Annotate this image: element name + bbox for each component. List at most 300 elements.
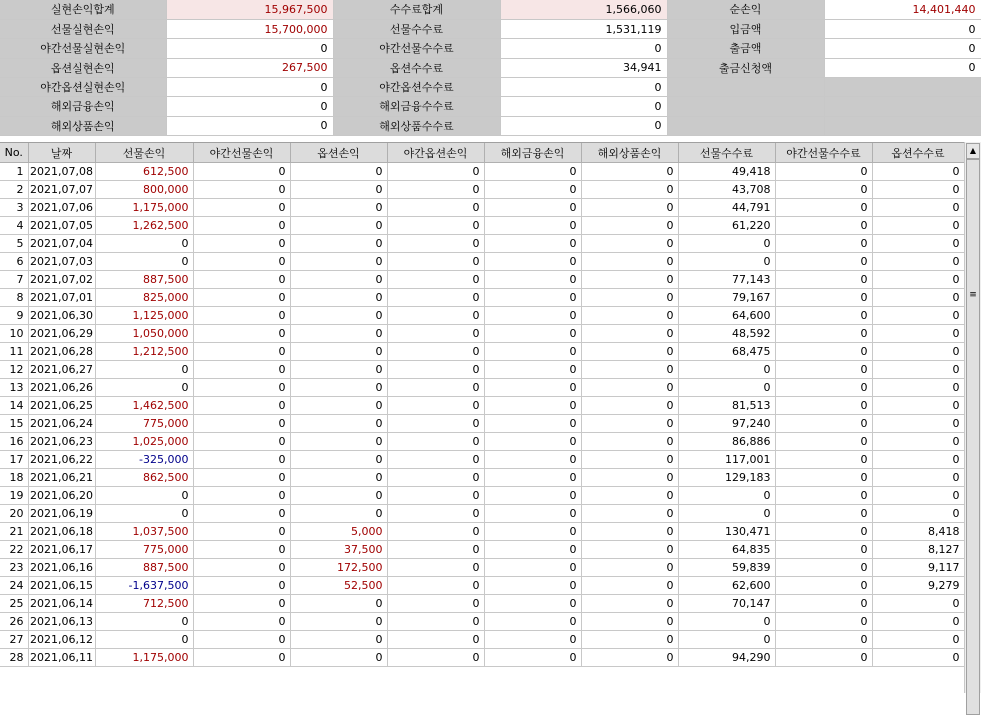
summary-label: 야간옵션수수료 — [333, 77, 500, 96]
value-cell: 0 — [775, 631, 872, 649]
value-cell: 0 — [290, 181, 387, 199]
value-cell: 0 — [387, 181, 484, 199]
value-cell: 0 — [387, 343, 484, 361]
value-cell: 775,000 — [95, 541, 193, 559]
value-cell: 0 — [290, 433, 387, 451]
summary-value: 0 — [166, 97, 333, 116]
value-cell: 0 — [290, 199, 387, 217]
value-cell: 0 — [775, 199, 872, 217]
value-cell: 0 — [581, 505, 678, 523]
row-number-cell: 4 — [0, 217, 28, 235]
value-cell: 0 — [484, 487, 581, 505]
value-cell: 0 — [387, 541, 484, 559]
value-cell: 0 — [775, 271, 872, 289]
value-cell: 0 — [581, 649, 678, 667]
value-cell: 0 — [95, 235, 193, 253]
table-row[interactable] — [0, 181, 964, 199]
value-cell: 0 — [95, 379, 193, 397]
value-cell: 0 — [484, 433, 581, 451]
value-cell: 0 — [387, 289, 484, 307]
value-cell: 0 — [581, 379, 678, 397]
table-row[interactable] — [0, 505, 964, 523]
value-cell: 0 — [484, 469, 581, 487]
value-cell: 0 — [581, 271, 678, 289]
value-cell: 0 — [581, 217, 678, 235]
value-cell: 0 — [775, 307, 872, 325]
summary-label: 야간옵션실현손익 — [0, 77, 166, 96]
summary-empty-cell — [824, 97, 981, 116]
value-cell: 0 — [872, 217, 964, 235]
table-row[interactable] — [0, 451, 964, 469]
summary-value: 0 — [824, 19, 981, 38]
value-cell: 0 — [581, 343, 678, 361]
value-cell: 0 — [387, 361, 484, 379]
value-cell: 0 — [484, 235, 581, 253]
vertical-scrollbar[interactable] — [964, 142, 981, 693]
table-row[interactable] — [0, 559, 964, 577]
value-cell: 0 — [484, 343, 581, 361]
value-cell: 0 — [581, 325, 678, 343]
grid-header-row — [0, 143, 964, 163]
summary-value: 0 — [500, 116, 667, 135]
table-row[interactable] — [0, 415, 964, 433]
table-row[interactable] — [0, 541, 964, 559]
value-cell: 0 — [193, 361, 290, 379]
value-cell: 0 — [775, 433, 872, 451]
column-header[interactable]: 야간선물손익 — [193, 143, 290, 163]
summary-value: 0 — [166, 77, 333, 96]
table-row[interactable] — [0, 307, 964, 325]
value-cell: 94,290 — [678, 649, 775, 667]
summary-label: 수수료합계 — [333, 0, 500, 19]
column-header[interactable]: 선물수수료 — [678, 143, 775, 163]
value-cell: 0 — [872, 415, 964, 433]
table-row[interactable] — [0, 523, 964, 541]
column-header[interactable]: 옵션손익 — [290, 143, 387, 163]
table-row[interactable] — [0, 631, 964, 649]
value-cell: 0 — [484, 523, 581, 541]
summary-label: 해외금융손익 — [0, 97, 166, 116]
value-cell: 130,471 — [678, 523, 775, 541]
value-cell: 68,475 — [678, 343, 775, 361]
column-header[interactable]: 야간선물수수료 — [775, 143, 872, 163]
value-cell: 0 — [775, 235, 872, 253]
value-cell: 5,000 — [290, 523, 387, 541]
row-number-cell: 2 — [0, 181, 28, 199]
value-cell: 0 — [193, 505, 290, 523]
value-cell: 1,025,000 — [95, 433, 193, 451]
value-cell: 0 — [484, 559, 581, 577]
value-cell: 0 — [290, 217, 387, 235]
value-cell: 0 — [775, 649, 872, 667]
row-number-cell: 5 — [0, 235, 28, 253]
value-cell: 0 — [872, 631, 964, 649]
value-cell: 0 — [387, 487, 484, 505]
value-cell: 0 — [387, 415, 484, 433]
value-cell: 0 — [290, 235, 387, 253]
table-row[interactable] — [0, 613, 964, 631]
summary-row — [0, 97, 981, 116]
value-cell: 0 — [678, 631, 775, 649]
table-row[interactable] — [0, 595, 964, 613]
value-cell: 0 — [775, 325, 872, 343]
column-header[interactable]: 해외상품손익 — [581, 143, 678, 163]
value-cell: 0 — [678, 487, 775, 505]
summary-row — [0, 58, 981, 77]
table-row[interactable] — [0, 199, 964, 217]
value-cell: 0 — [193, 577, 290, 595]
date-cell: 2021,06,12 — [28, 631, 95, 649]
summary-label: 해외금융수수료 — [333, 97, 500, 116]
table-row[interactable] — [0, 397, 964, 415]
value-cell: 0 — [581, 613, 678, 631]
summary-row — [0, 0, 981, 19]
value-cell: 0 — [581, 235, 678, 253]
value-cell: 0 — [193, 217, 290, 235]
value-cell: 0 — [872, 163, 964, 181]
date-cell: 2021,06,28 — [28, 343, 95, 361]
date-cell: 2021,07,08 — [28, 163, 95, 181]
table-row[interactable] — [0, 217, 964, 235]
value-cell: 0 — [290, 271, 387, 289]
value-cell: 0 — [387, 433, 484, 451]
table-row[interactable] — [0, 271, 964, 289]
row-number-cell: 27 — [0, 631, 28, 649]
value-cell: 0 — [484, 379, 581, 397]
value-cell: 52,500 — [290, 577, 387, 595]
value-cell: 0 — [193, 649, 290, 667]
summary-value: 1,566,060 — [500, 0, 667, 19]
table-row[interactable] — [0, 469, 964, 487]
value-cell: 0 — [193, 469, 290, 487]
value-cell: 0 — [290, 451, 387, 469]
value-cell: 0 — [581, 433, 678, 451]
value-cell: 0 — [290, 469, 387, 487]
value-cell: 1,175,000 — [95, 649, 193, 667]
row-number-cell: 22 — [0, 541, 28, 559]
table-row[interactable] — [0, 487, 964, 505]
table-row[interactable] — [0, 235, 964, 253]
value-cell: 0 — [484, 451, 581, 469]
value-cell: 44,791 — [678, 199, 775, 217]
value-cell: 49,418 — [678, 163, 775, 181]
value-cell: 0 — [387, 469, 484, 487]
value-cell: 70,147 — [678, 595, 775, 613]
value-cell: 0 — [872, 487, 964, 505]
value-cell: 0 — [290, 325, 387, 343]
value-cell: 77,143 — [678, 271, 775, 289]
value-cell: 0 — [387, 505, 484, 523]
value-cell: 0 — [290, 343, 387, 361]
date-cell: 2021,06,30 — [28, 307, 95, 325]
date-cell: 2021,06,17 — [28, 541, 95, 559]
summary-value: 0 — [824, 39, 981, 58]
date-cell: 2021,06,25 — [28, 397, 95, 415]
summary-label: 선물수수료 — [333, 19, 500, 38]
value-cell: 0 — [581, 577, 678, 595]
value-cell: 0 — [775, 379, 872, 397]
value-cell: 0 — [387, 649, 484, 667]
value-cell: 0 — [387, 451, 484, 469]
value-cell: 0 — [872, 379, 964, 397]
value-cell: 0 — [775, 451, 872, 469]
value-cell: 0 — [581, 253, 678, 271]
value-cell: 1,262,500 — [95, 217, 193, 235]
summary-value: 0 — [824, 58, 981, 77]
value-cell: 43,708 — [678, 181, 775, 199]
value-cell: 0 — [290, 415, 387, 433]
value-cell: 0 — [193, 433, 290, 451]
summary-value: 0 — [500, 97, 667, 116]
value-cell: 0 — [775, 217, 872, 235]
date-cell: 2021,06,15 — [28, 577, 95, 595]
value-cell: 0 — [581, 469, 678, 487]
date-cell: 2021,07,05 — [28, 217, 95, 235]
value-cell: 0 — [775, 289, 872, 307]
value-cell: 0 — [678, 253, 775, 271]
row-number-cell: 25 — [0, 595, 28, 613]
value-cell: 0 — [484, 397, 581, 415]
value-cell: 59,839 — [678, 559, 775, 577]
value-cell: 0 — [193, 631, 290, 649]
date-cell: 2021,06,18 — [28, 523, 95, 541]
value-cell: 1,037,500 — [95, 523, 193, 541]
value-cell: 0 — [290, 487, 387, 505]
summary-empty-cell — [824, 116, 981, 135]
row-number-cell: 15 — [0, 415, 28, 433]
value-cell: 0 — [484, 649, 581, 667]
value-cell: 0 — [193, 199, 290, 217]
date-cell: 2021,06,14 — [28, 595, 95, 613]
summary-label: 옵션실현손익 — [0, 58, 166, 77]
value-cell: 0 — [387, 559, 484, 577]
value-cell: 0 — [193, 163, 290, 181]
value-cell: 0 — [193, 523, 290, 541]
table-row[interactable] — [0, 379, 964, 397]
summary-label: 실현손익합계 — [0, 0, 166, 19]
table-row[interactable] — [0, 433, 964, 451]
pnl-grid — [0, 143, 964, 667]
value-cell: 0 — [193, 271, 290, 289]
value-cell: 0 — [484, 163, 581, 181]
value-cell: 129,183 — [678, 469, 775, 487]
summary-label: 입금액 — [667, 19, 824, 38]
value-cell: 0 — [484, 289, 581, 307]
value-cell: 97,240 — [678, 415, 775, 433]
value-cell: 0 — [484, 541, 581, 559]
grip-lines-icon: ≡ — [969, 290, 977, 300]
date-cell: 2021,07,07 — [28, 181, 95, 199]
pnl-grid-container[interactable] — [0, 142, 964, 694]
value-cell: 0 — [387, 577, 484, 595]
value-cell: 1,462,500 — [95, 397, 193, 415]
value-cell: 0 — [581, 307, 678, 325]
summary-label: 출금신청액 — [667, 58, 824, 77]
row-number-cell: 9 — [0, 307, 28, 325]
row-number-cell: 24 — [0, 577, 28, 595]
table-row[interactable] — [0, 361, 964, 379]
value-cell: 0 — [95, 253, 193, 271]
value-cell: 1,125,000 — [95, 307, 193, 325]
date-cell: 2021,06,19 — [28, 505, 95, 523]
row-number-cell: 17 — [0, 451, 28, 469]
row-number-cell: 16 — [0, 433, 28, 451]
summary-value: 267,500 — [166, 58, 333, 77]
value-cell: 0 — [581, 559, 678, 577]
value-cell: 0 — [387, 163, 484, 181]
value-cell: 172,500 — [290, 559, 387, 577]
scroll-thumb[interactable] — [966, 159, 980, 715]
column-header[interactable]: 해외금융손익 — [484, 143, 581, 163]
value-cell: 0 — [484, 631, 581, 649]
value-cell: 0 — [387, 235, 484, 253]
value-cell: 0 — [581, 595, 678, 613]
value-cell: 0 — [484, 307, 581, 325]
table-row[interactable] — [0, 163, 964, 181]
value-cell: 0 — [387, 523, 484, 541]
scroll-up-button[interactable] — [966, 143, 980, 159]
value-cell: 1,175,000 — [95, 199, 193, 217]
value-cell: 0 — [775, 523, 872, 541]
value-cell: 0 — [193, 487, 290, 505]
value-cell: 79,167 — [678, 289, 775, 307]
table-row[interactable] — [0, 649, 964, 667]
row-number-cell: 10 — [0, 325, 28, 343]
value-cell: 0 — [387, 595, 484, 613]
value-cell: 9,117 — [872, 559, 964, 577]
value-cell: 86,886 — [678, 433, 775, 451]
value-cell: 0 — [872, 181, 964, 199]
value-cell: 0 — [387, 379, 484, 397]
value-cell: 0 — [872, 469, 964, 487]
value-cell: 0 — [581, 397, 678, 415]
table-row[interactable] — [0, 343, 964, 361]
value-cell: 81,513 — [678, 397, 775, 415]
table-row[interactable] — [0, 577, 964, 595]
summary-label: 해외상품손익 — [0, 116, 166, 135]
value-cell: 0 — [290, 613, 387, 631]
value-cell: 0 — [387, 397, 484, 415]
value-cell: 64,835 — [678, 541, 775, 559]
table-row[interactable] — [0, 325, 964, 343]
date-cell: 2021,06,29 — [28, 325, 95, 343]
summary-empty-cell — [667, 97, 824, 116]
row-number-cell: 1 — [0, 163, 28, 181]
value-cell: 887,500 — [95, 559, 193, 577]
value-cell: 0 — [387, 271, 484, 289]
date-cell: 2021,06,13 — [28, 613, 95, 631]
date-cell: 2021,06,27 — [28, 361, 95, 379]
column-header[interactable]: 야간옵션손익 — [387, 143, 484, 163]
value-cell: 0 — [484, 415, 581, 433]
column-header[interactable]: 날짜 — [28, 143, 95, 163]
value-cell: 0 — [484, 199, 581, 217]
table-row[interactable] — [0, 253, 964, 271]
value-cell: 0 — [484, 595, 581, 613]
value-cell: 0 — [775, 541, 872, 559]
column-header[interactable]: 옵션수수료 — [872, 143, 964, 163]
value-cell: 0 — [872, 361, 964, 379]
value-cell: 0 — [95, 631, 193, 649]
value-cell: 9,279 — [872, 577, 964, 595]
value-cell: 0 — [581, 631, 678, 649]
value-cell: 0 — [290, 361, 387, 379]
summary-value: 14,401,440 — [824, 0, 981, 19]
row-number-cell: 7 — [0, 271, 28, 289]
value-cell: 0 — [387, 217, 484, 235]
value-cell: 0 — [484, 253, 581, 271]
value-cell: 0 — [775, 469, 872, 487]
value-cell: 0 — [581, 199, 678, 217]
value-cell: 0 — [775, 343, 872, 361]
value-cell: 0 — [775, 613, 872, 631]
value-cell: 1,050,000 — [95, 325, 193, 343]
date-cell: 2021,06,24 — [28, 415, 95, 433]
value-cell: 0 — [387, 613, 484, 631]
value-cell: 0 — [193, 397, 290, 415]
table-row[interactable] — [0, 289, 964, 307]
summary-value: 1,531,119 — [500, 19, 667, 38]
value-cell: 775,000 — [95, 415, 193, 433]
summary-value: 0 — [500, 77, 667, 96]
value-cell: 0 — [581, 163, 678, 181]
value-cell: 0 — [290, 649, 387, 667]
row-number-cell: 3 — [0, 199, 28, 217]
value-cell: 862,500 — [95, 469, 193, 487]
value-cell: 0 — [193, 253, 290, 271]
value-cell: 0 — [193, 289, 290, 307]
value-cell: 0 — [872, 235, 964, 253]
value-cell: 0 — [484, 325, 581, 343]
value-cell: 0 — [581, 487, 678, 505]
summary-label: 옵션수수료 — [333, 58, 500, 77]
date-cell: 2021,07,02 — [28, 271, 95, 289]
value-cell: 0 — [872, 613, 964, 631]
value-cell: 0 — [290, 595, 387, 613]
date-cell: 2021,06,26 — [28, 379, 95, 397]
value-cell: 0 — [775, 487, 872, 505]
row-number-cell: 18 — [0, 469, 28, 487]
value-cell: 887,500 — [95, 271, 193, 289]
date-cell: 2021,07,06 — [28, 199, 95, 217]
value-cell: 0 — [581, 181, 678, 199]
row-number-cell: 26 — [0, 613, 28, 631]
value-cell: 0 — [484, 361, 581, 379]
value-cell: 0 — [193, 379, 290, 397]
column-header[interactable]: 선물손익 — [95, 143, 193, 163]
value-cell: 0 — [193, 595, 290, 613]
row-number-cell: 14 — [0, 397, 28, 415]
value-cell: 0 — [872, 451, 964, 469]
value-cell: 117,001 — [678, 451, 775, 469]
value-cell: 1,212,500 — [95, 343, 193, 361]
summary-value: 0 — [166, 39, 333, 58]
row-number-cell: 13 — [0, 379, 28, 397]
row-number-cell: 6 — [0, 253, 28, 271]
value-cell: 0 — [290, 289, 387, 307]
value-cell: 0 — [678, 613, 775, 631]
value-cell: 0 — [484, 577, 581, 595]
value-cell: 0 — [290, 163, 387, 181]
value-cell: 0 — [678, 361, 775, 379]
value-cell: 0 — [872, 649, 964, 667]
value-cell: 0 — [872, 343, 964, 361]
value-cell: 0 — [193, 181, 290, 199]
value-cell: 0 — [95, 487, 193, 505]
date-cell: 2021,06,23 — [28, 433, 95, 451]
column-header[interactable]: No. — [0, 143, 28, 163]
value-cell: 0 — [775, 181, 872, 199]
